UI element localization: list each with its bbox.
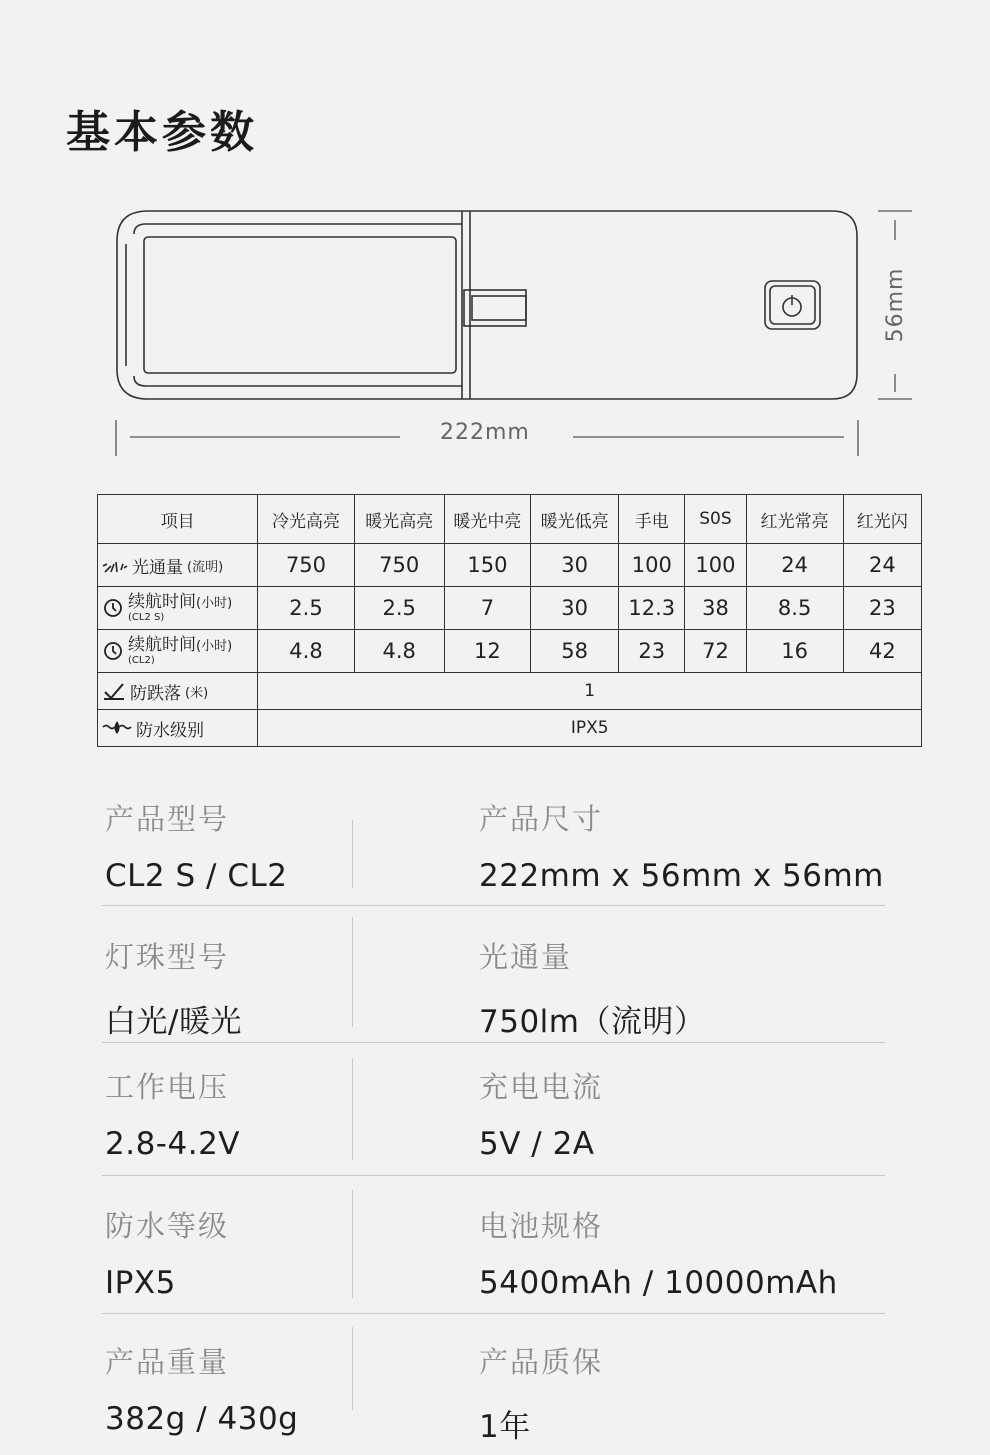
spec-value: 白光/暖光: [105, 1004, 242, 1040]
row-sublabel: (CL2): [128, 655, 155, 666]
table-cell: 8.5: [746, 587, 843, 630]
spec-led: [105, 935, 242, 1041]
spec-value: 5400mAh / 10000mAh: [479, 1265, 838, 1301]
spec-value: 750lm（流明）: [479, 1004, 706, 1040]
table-cell: 38: [685, 587, 746, 630]
divider: [102, 1042, 885, 1043]
header-cell: 暖光高亮: [354, 495, 444, 544]
spec-label: 光通量: [479, 940, 573, 974]
divider: [102, 1313, 885, 1314]
row-unit: (小时): [196, 639, 233, 654]
spec-battery: [479, 1204, 838, 1301]
table-cell: 2.5: [354, 587, 444, 630]
spec-value: CL2 S / CL2: [105, 858, 288, 894]
table-cell: 58: [531, 630, 619, 673]
clock-icon: [102, 597, 124, 619]
row-sublabel: (CL2 S): [128, 612, 165, 623]
spec-label: 产品质保: [479, 1345, 604, 1379]
table-cell: 12: [444, 630, 530, 673]
header-cell: S0S: [685, 495, 746, 544]
divider: [352, 820, 353, 888]
spec-weight: [105, 1340, 298, 1437]
height-dimension-label: 56mm: [882, 267, 908, 343]
spec-value: 2.8-4.2V: [105, 1126, 240, 1162]
water-drop-icon: [102, 719, 132, 737]
table-cell: IPX5: [258, 710, 922, 747]
spec-label: 充电电流: [479, 1070, 604, 1104]
spec-value: IPX5: [105, 1265, 176, 1301]
spec-value: 222mm x 56mm x 56mm: [479, 858, 884, 894]
table-cell: 23: [619, 630, 685, 673]
spec-lumens: [479, 935, 705, 1041]
spec-label: 工作电压: [105, 1070, 230, 1104]
spec-value: 5V / 2A: [479, 1126, 595, 1162]
table-cell: 12.3: [619, 587, 685, 630]
divider: [102, 905, 885, 906]
table-cell: 100: [685, 544, 746, 587]
spec-charge: [479, 1065, 603, 1162]
divider: [352, 1327, 353, 1410]
spec-label: 产品重量: [105, 1345, 230, 1379]
table-cell: 24: [843, 544, 921, 587]
row-unit: (小时): [196, 596, 233, 611]
table-cell: 750: [354, 544, 444, 587]
divider: [352, 1190, 353, 1298]
table-cell: 7: [444, 587, 530, 630]
header-cell: 暖光中亮: [444, 495, 530, 544]
row-unit: (米): [185, 685, 209, 701]
header-cell: 暖光低亮: [531, 495, 619, 544]
table-cell: 750: [258, 544, 354, 587]
header-cell: 红光闪: [843, 495, 921, 544]
table-cell: 1: [258, 673, 922, 710]
spec-table: [97, 494, 922, 747]
table-header-row: [98, 495, 922, 544]
row-label: 续航时间: [128, 592, 196, 612]
row-label: 防水级别: [136, 720, 204, 741]
row-label: 防跌落: [130, 683, 181, 704]
row-label: 续航时间: [128, 635, 196, 655]
divider: [352, 1058, 353, 1160]
table-row: [98, 544, 922, 587]
clock-icon: [102, 640, 124, 662]
table-row: [98, 710, 922, 747]
table-cell: 4.8: [258, 630, 354, 673]
header-cell: 红光常亮: [746, 495, 843, 544]
spec-value: 1年: [479, 1409, 531, 1445]
table-cell: 24: [746, 544, 843, 587]
table-cell: 72: [685, 630, 746, 673]
spec-label: 产品尺寸: [479, 802, 604, 836]
spec-label: 灯珠型号: [105, 940, 230, 974]
divider: [352, 917, 353, 1027]
spec-size: [479, 797, 884, 894]
table-cell: 16: [746, 630, 843, 673]
table-cell: 30: [531, 587, 619, 630]
table-cell: 150: [444, 544, 530, 587]
spec-label: 产品型号: [105, 802, 230, 836]
table-cell: 100: [619, 544, 685, 587]
light-rays-icon: [102, 556, 128, 574]
table-cell: 23: [843, 587, 921, 630]
table-cell: 4.8: [354, 630, 444, 673]
table-row: [98, 673, 922, 710]
row-unit: (流明): [187, 559, 224, 575]
header-cell: 冷光高亮: [258, 495, 354, 544]
page-title: 基本参数: [66, 107, 258, 158]
header-cell: 手电: [619, 495, 685, 544]
table-cell: 30: [531, 544, 619, 587]
table-row: [98, 630, 922, 673]
spec-label: 电池规格: [479, 1209, 604, 1243]
spec-model: [105, 797, 287, 894]
spec-warranty: [479, 1340, 603, 1446]
row-label: 光通量: [132, 557, 183, 578]
table-row: [98, 587, 922, 630]
spec-value: 382g / 430g: [105, 1401, 299, 1437]
spec-label: 防水等级: [105, 1209, 230, 1243]
spec-waterproof: [105, 1204, 229, 1301]
table-cell: 2.5: [258, 587, 354, 630]
width-dimension-label: 222mm: [440, 420, 530, 445]
divider: [102, 1175, 885, 1176]
drop-check-icon: [102, 681, 126, 701]
header-cell: 项目: [98, 495, 258, 544]
spec-voltage: [105, 1065, 240, 1162]
table-cell: 42: [843, 630, 921, 673]
